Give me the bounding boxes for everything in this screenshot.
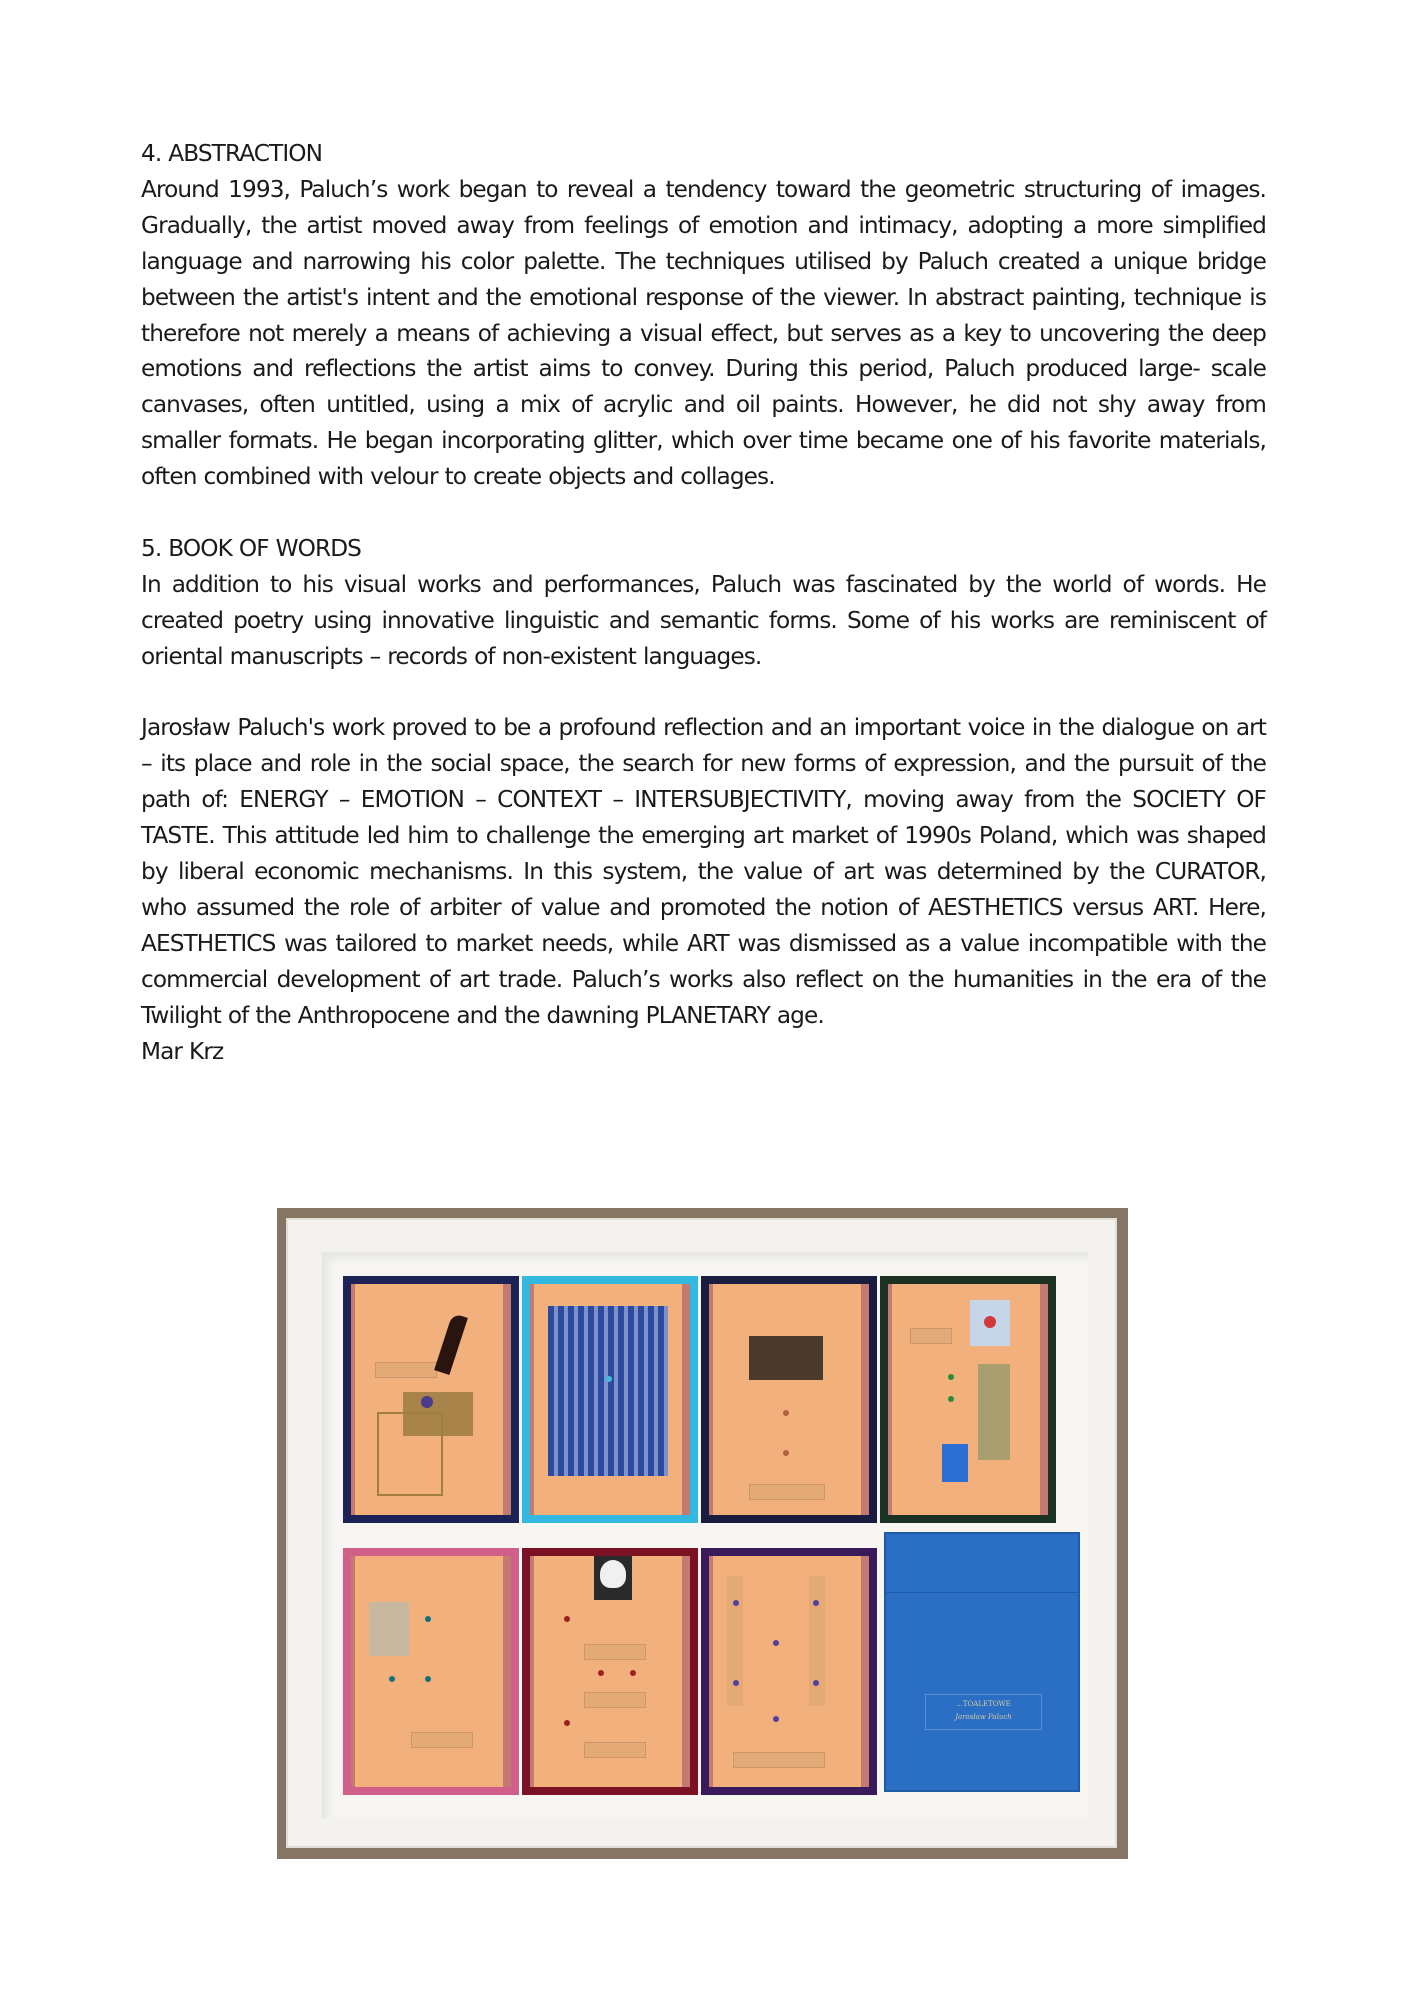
box-label-author: Jarosław Paluch [955,1713,1012,1721]
blue-stripe-collage [548,1306,668,1476]
display-case-interior [322,1252,1088,1818]
artwork-book-2 [522,1276,698,1523]
closing-paragraph: Jarosław Paluch's work proved to be a profound reflection and an important voice in the dialogue on art – its place and role in the social space, the search for new forms of expression, and the pursuit of the path of: ENERGY – EMOTION – CONTEXT – INTERSUBJECTIVITY, moving away from the SOCIETY OF TASTE. This attitude led him to challenge the emerging art market of 1990s Poland, which was shaped by liberal economic mechanisms. In this system, the value of art was determined by the CURATOR, who assumed the role of arbiter of value and promoted the notion of AESTHETICS versus ART. Here, AESTHETICS was tailored to market needs, while ART was dismissed as a value incompatible with the commercial development of art trade. Paluch’s works also reflect on the humanities in the era of the Twilight of the Anthropocene and the dawning PLANETARY age. [141,714,1266,1029]
artwork-book-6 [522,1548,698,1795]
fan-shape [434,1313,468,1375]
box-label-title: ...TOALETOWE [956,1700,1011,1708]
box-label [925,1694,1042,1730]
section-heading-book-of-words: 5. BOOK OF WORDS [141,534,361,562]
section-body-abstraction: Around 1993, Paluch’s work began to reveal a tendency toward the geometric structuring of images. Gradually, the artist moved away from feelings of emotion and intimacy, adopting a more simplified language and narrowing his color palette. The techniques utilised by Paluch created a unique bridge between the artist's intent and the emotional response of the viewer. In abstract painting, technique is therefore not merely a means of achieving a visual effect, but serves as a key to uncovering the deep emotions and reflections the artist aims to convey. During this period, Paluch produced large- scale canvases, often untitled, using a mix of acrylic and oil paints. However, he did not shy away from smaller formats. He began incorporating glitter, which over time became one of his favorite materials, often combined with velour to create objects and collages. [141,175,1266,491]
paragraph-spacer [141,495,1266,531]
artwork-book-1 [343,1276,519,1523]
display-case-frame [286,1218,1117,1848]
section-heading-abstraction: 4. ABSTRACTION [141,140,323,167]
artwork-book-3 [701,1276,877,1523]
artwork-photograph [277,1208,1128,1859]
author-signature: Mar Krz [141,1037,224,1065]
artwork-book-5 [343,1548,519,1795]
paragraph-spacer [141,675,1266,711]
blue-book-box [884,1532,1080,1792]
glitter-patch [369,1602,409,1656]
artwork-book-4 [880,1276,1056,1523]
artwork-book-7 [701,1548,877,1795]
document-page [141,136,1266,1070]
section-body-book-of-words: In addition to his visual works and performances, Paluch was fascinated by the world of words. He created poetry using innovative linguistic and semantic forms. Some of his works are reminiscent of oriental manuscripts – records of non-existent languages. [141,570,1266,670]
